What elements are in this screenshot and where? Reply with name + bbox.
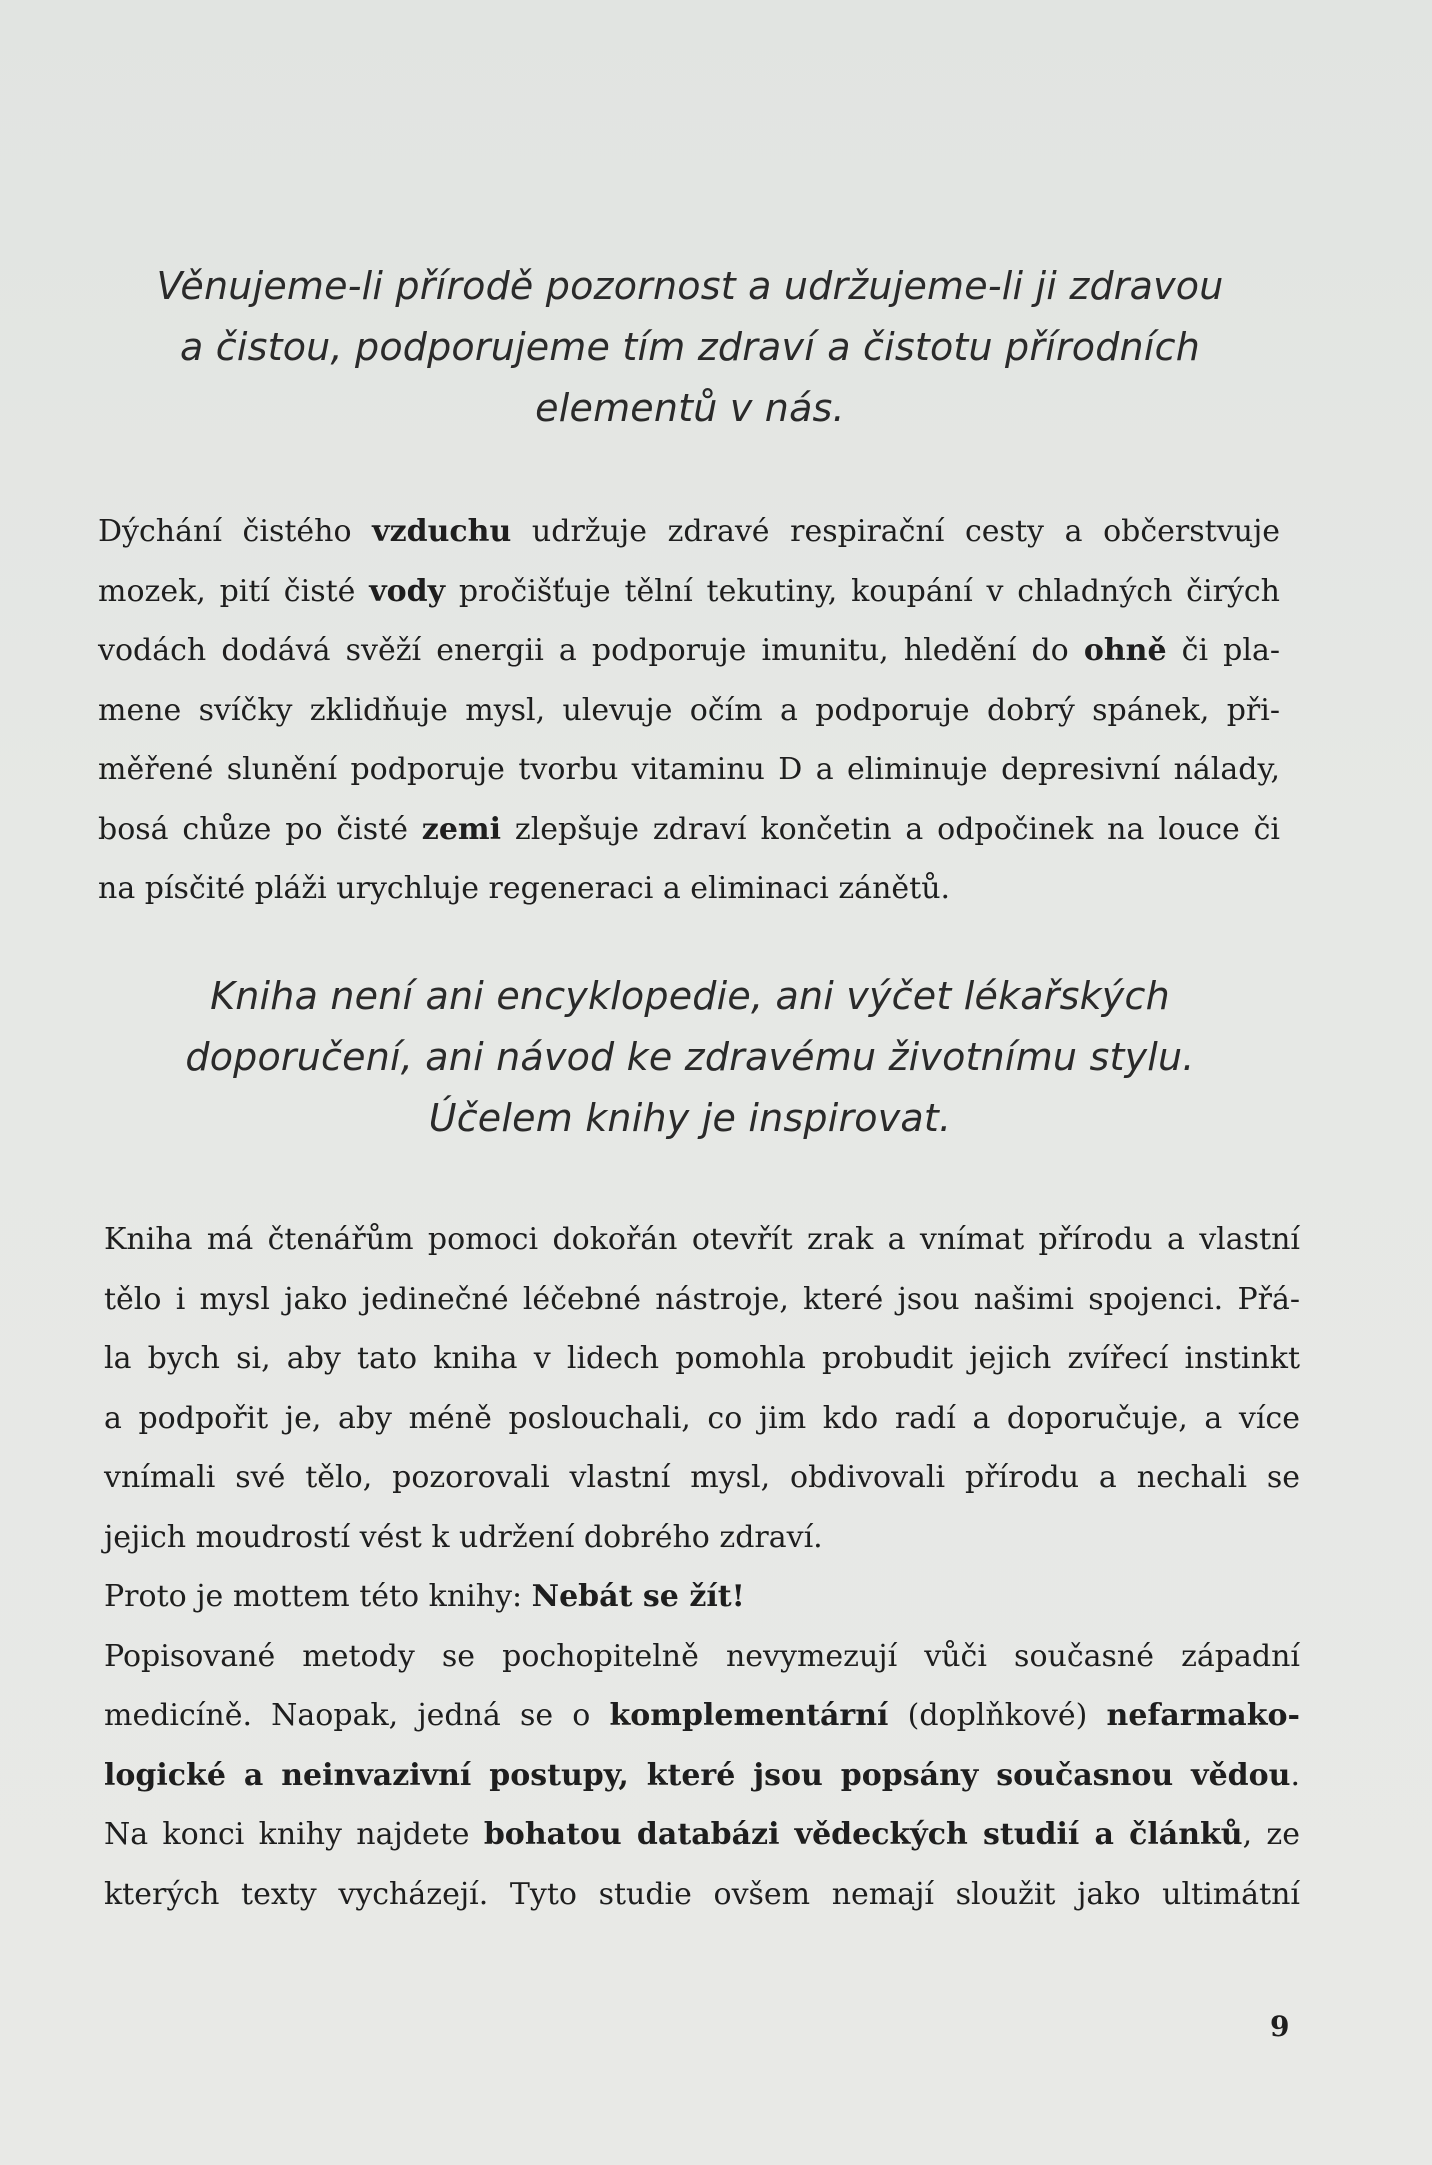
text-line: jejich moudrostí vést k udržení dobrého zdraví. <box>104 1519 823 1555</box>
paragraph-elements <box>98 502 1280 919</box>
text-line: tělo i mysl jako jedinečné léčebné nástroje, které jsou našimi spojenci. Přá- <box>104 1281 1300 1317</box>
bold-term-earth: zemi <box>421 811 502 847</box>
text-line: mozek, pití čisté vody pročišťuje tělní tekutiny, koupání v chladných čirých <box>98 573 1280 609</box>
bold-term-complementary: komplementární <box>609 1698 889 1733</box>
bold-term-nonpharm: nefarmako- <box>1106 1698 1300 1733</box>
bold-term-methods: logické a neinvazivní postupy, které jsou popsány současnou vědou <box>104 1757 1291 1793</box>
text-line: Dýchání čistého vzduchu udržuje zdravé respirační cesty a občerstvuje <box>98 514 1281 549</box>
bold-term-fire: ohně <box>1083 633 1167 668</box>
pull-quote-nature <box>120 256 1260 439</box>
text-line: mene svíčky zklidňuje mysl, ulevuje očím a podporuje dobrý spánek, při- <box>98 692 1280 728</box>
text-line: na písčité pláži urychluje regeneraci a eliminaci zánětů. <box>98 871 951 906</box>
pull-quote-purpose <box>120 966 1260 1149</box>
quote-line: Účelem knihy je inspirovat. <box>428 1096 952 1140</box>
text-line: vnímali své tělo, pozorovali vlastní mysl, obdivovali přírodu a nechali se <box>104 1460 1300 1495</box>
quote-line: Kniha není ani encyklopedie, ani výčet lékařských <box>210 974 1170 1018</box>
text-line: Na konci knihy najdete bohatou databázi vědeckých studií a článků, ze <box>104 1817 1300 1852</box>
text-line: la bych si, aby tato kniha v lidech pomohla probudit jejich zvířecí instinkt <box>104 1341 1300 1376</box>
bold-term-database: bohatou databázi vědeckých studií a článků <box>483 1817 1243 1852</box>
paragraph-purpose <box>104 1210 1300 1924</box>
bold-term-air: vzduchu <box>372 514 512 549</box>
quote-line: a čistou, podporujeme tím zdraví a čistotu přírodních <box>180 325 1200 369</box>
text-line: bosá chůze po čisté zemi zlepšuje zdraví končetin a odpočinek na louce či <box>98 811 1281 847</box>
page-number: 9 <box>1270 2010 1290 2043</box>
quote-line: elementů v nás. <box>535 386 845 430</box>
text-line: vodách dodává svěží energii a podporuje imunitu, hledění do ohně či pla- <box>98 633 1281 668</box>
text-line: medicíně. Naopak, jedná se o komplementární (doplňkové) nefarmako- <box>104 1698 1300 1733</box>
text-line: a podpořit je, aby méně poslouchali, co jim kdo radí a doporučuje, a více <box>104 1400 1300 1436</box>
bold-term-water: vody <box>369 573 446 609</box>
text-line: Kniha má čtenářům pomoci dokořán otevřít zrak a vnímat přírodu a vlastní <box>104 1222 1300 1257</box>
quote-line: Věnujeme-li přírodě pozornost a udržujeme-li ji zdravou <box>156 264 1224 308</box>
bold-motto: Nebát se žít! <box>531 1579 745 1614</box>
text-line: Popisované metody se pochopitelně nevymezují vůči současné západní <box>104 1638 1300 1674</box>
quote-line: doporučení, ani návod ke zdravému životnímu stylu. <box>185 1035 1195 1079</box>
motto-line: Proto je mottem této knihy: Nebát se žít! <box>104 1579 745 1614</box>
text-line: měřené slunění podporuje tvorbu vitaminu D a eliminuje depresivní nálady, <box>98 752 1280 787</box>
text-line: logické a neinvazivní postupy, které jsou popsány současnou vědou. <box>104 1757 1300 1793</box>
text-line: kterých texty vycházejí. Tyto studie ovšem nemají sloužit jako ultimátní <box>104 1876 1300 1912</box>
